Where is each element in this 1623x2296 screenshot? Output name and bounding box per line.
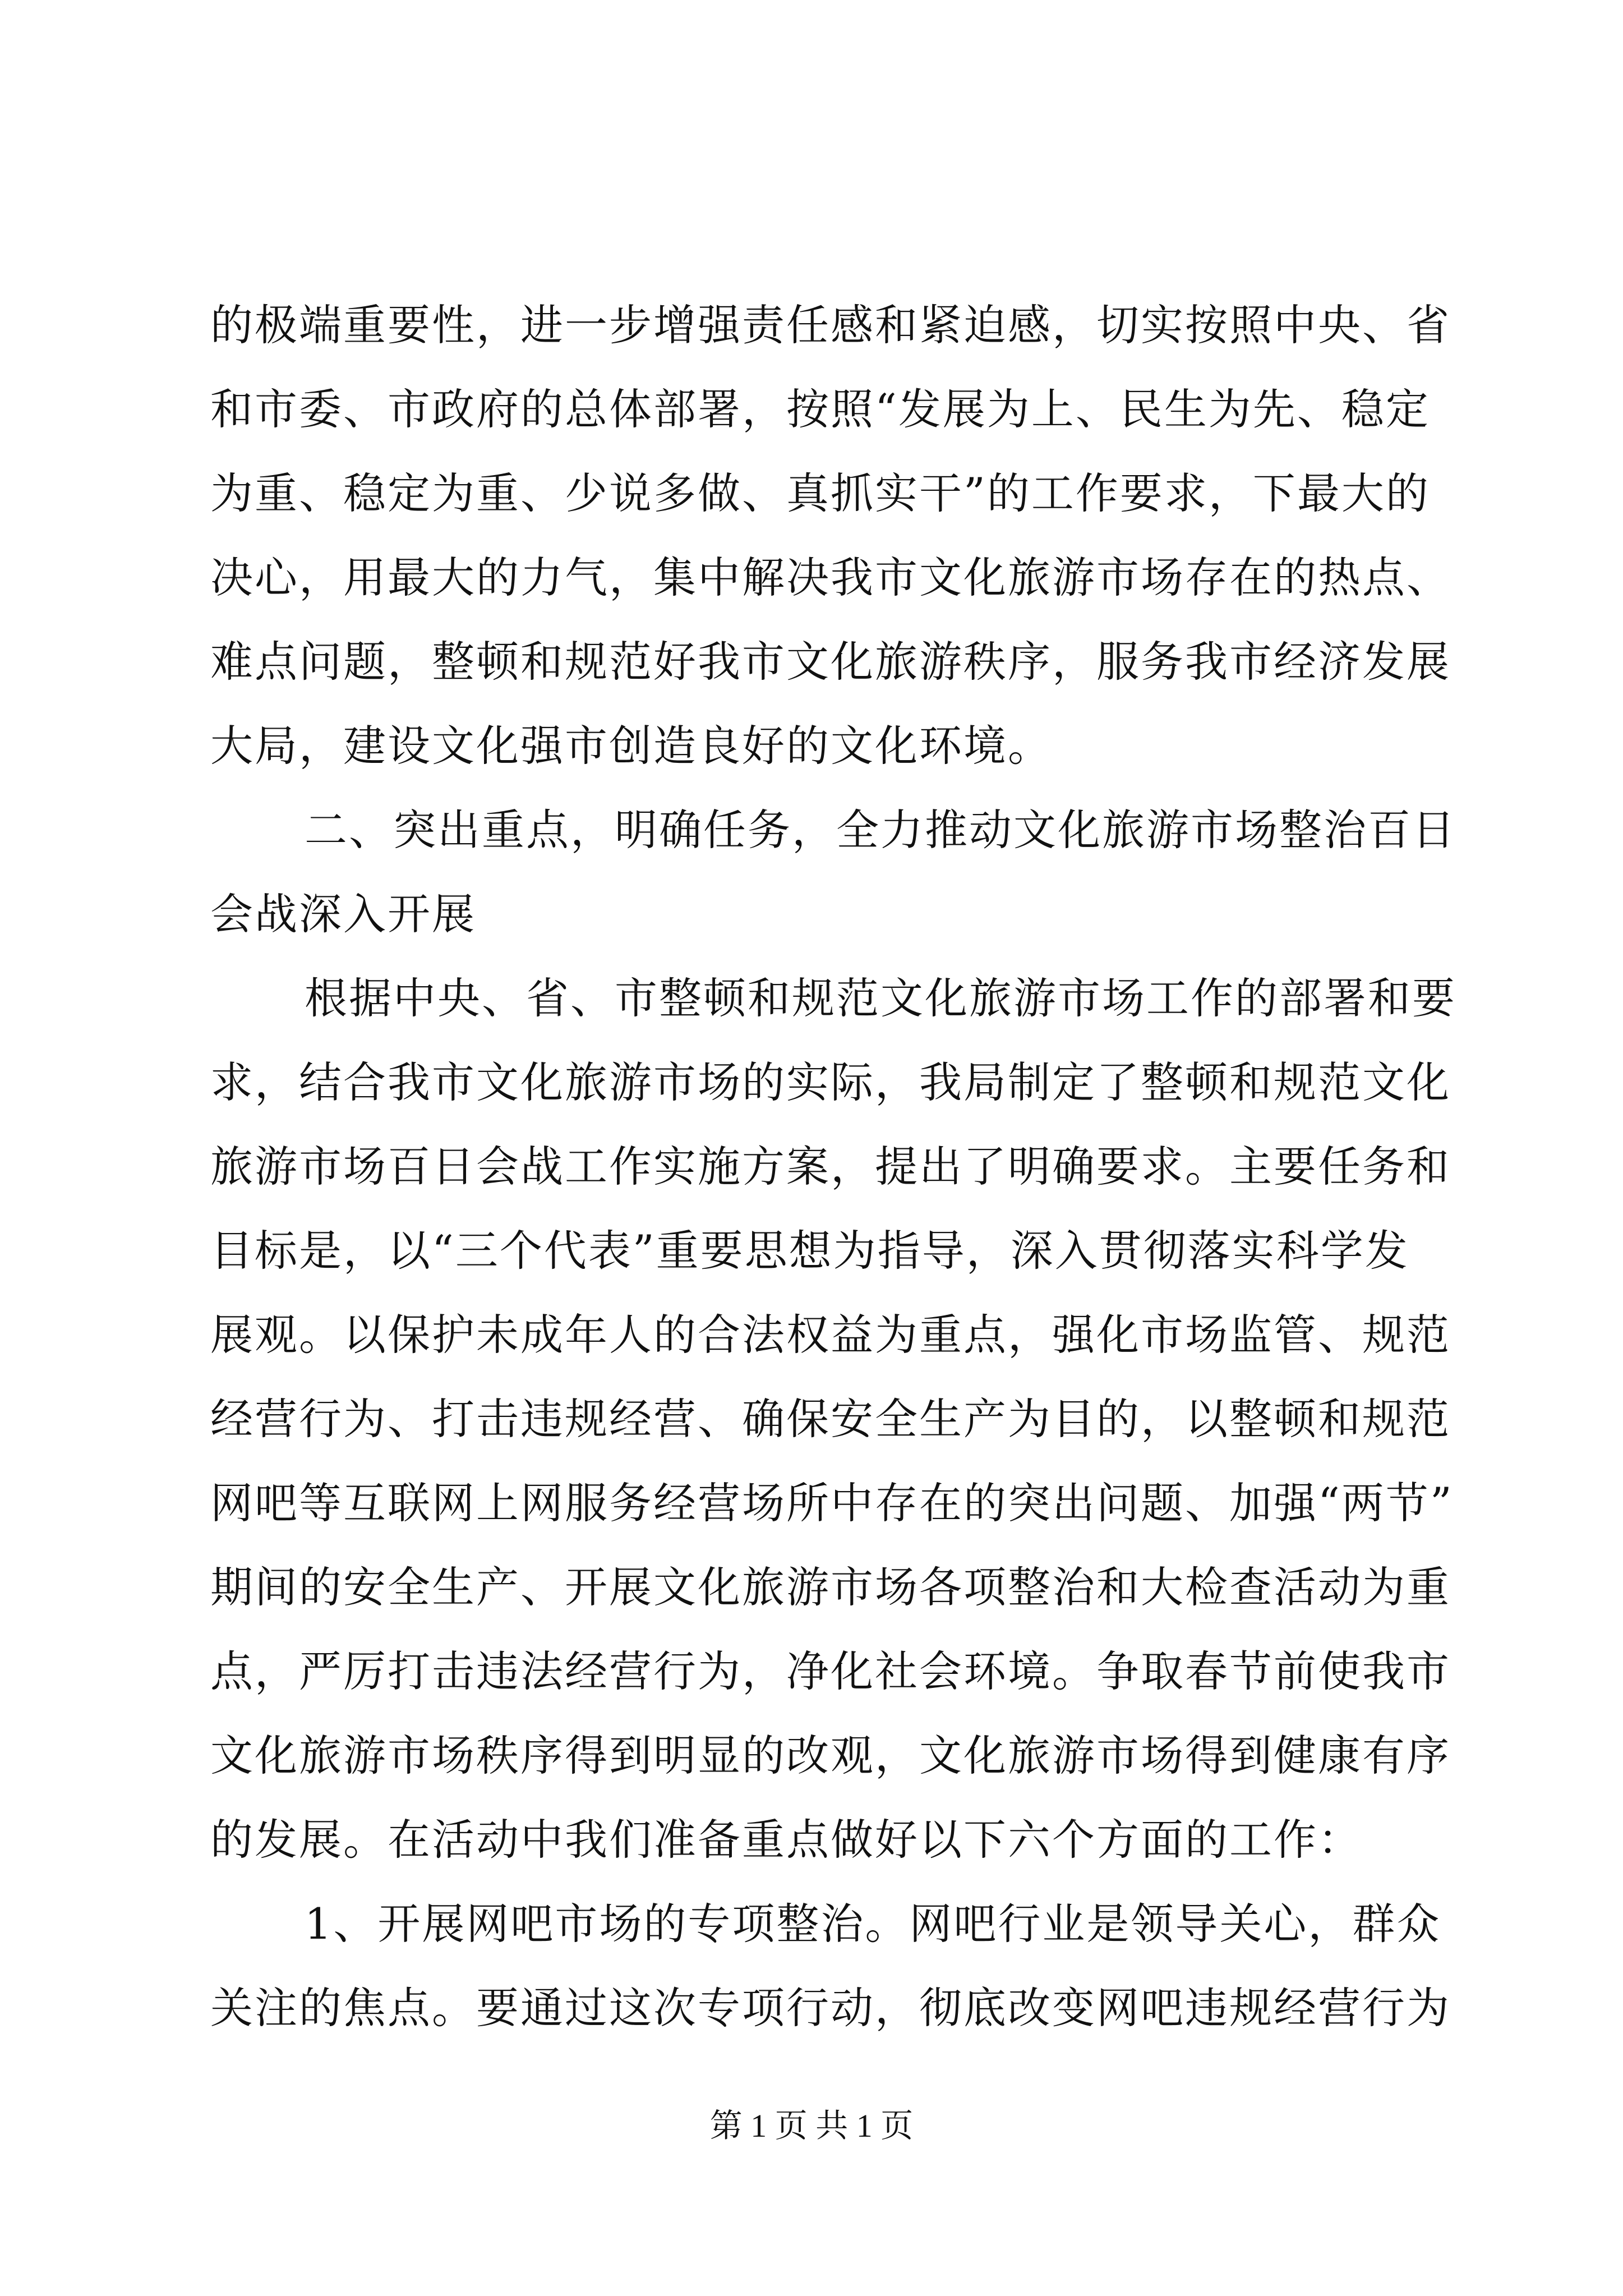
text-line: 的极端重要性，进一步增强责任感和紧迫感，切实按照中央、省 xyxy=(210,300,1451,350)
text-line: 文化旅游市场秩序得到明显的改观，文化旅游市场得到健康有序 xyxy=(210,1731,1451,1780)
text-line: 大局，建设文化强市创造良好的文化环境。 xyxy=(210,721,1052,771)
text-line: 决心，用最大的力气，集中解决我市文化旅游市场存在的热点、 xyxy=(210,553,1451,602)
text-line: 目标是，以“三个代表”重要思想为指导，深入贯彻落实科学发 xyxy=(210,1226,1409,1276)
text-line: 期间的安全生产、开展文化旅游市场各项整治和大检查活动为重 xyxy=(210,1562,1451,1612)
text-line: 经营行为、打击违规经营、确保安全生产为目的，以整顿和规范 xyxy=(210,1394,1451,1444)
page-number-footer: 第 1 页 共 1 页 xyxy=(709,2108,914,2144)
text-line: 求，结合我市文化旅游市场的实际，我局制定了整顿和规范文化 xyxy=(210,1057,1451,1107)
text-line: 难点问题，整顿和规范好我市文化旅游秩序，服务我市经济发展 xyxy=(210,637,1451,687)
text-line: 点，严厉打击违法经营行为，净化社会环境。争取春节前使我市 xyxy=(210,1646,1451,1696)
text-line: 根据中央、省、市整顿和规范文化旅游市场工作的部署和要 xyxy=(305,973,1456,1023)
text-line: 网吧等互联网上网服务经营场所中存在的突出问题、加强“两节” xyxy=(210,1478,1454,1528)
section-heading-line: 会战深入开展 xyxy=(210,889,476,939)
list-item-line: 1、开展网吧市场的专项整治。网吧行业是领导关心，群众 xyxy=(305,1899,1441,1949)
text-line: 展观。以保护未成年人的合法权益为重点，强化市场监管、规范 xyxy=(210,1310,1451,1360)
text-line: 为重、稳定为重、少说多做、真抓实干”的工作要求，下最大的 xyxy=(210,468,1430,518)
section-heading-line: 二、突出重点，明确任务，全力推动文化旅游市场整治百日 xyxy=(305,805,1456,855)
body-text xyxy=(210,283,1456,2050)
text-line: 旅游市场百日会战工作实施方案，提出了明确要求。主要任务和 xyxy=(210,1142,1451,1191)
text-line: 和市委、市政府的总体部署，按照“发展为上、民生为先、稳定 xyxy=(210,384,1430,434)
text-line: 的发展。在活动中我们准备重点做好以下六个方面的工作： xyxy=(210,1815,1362,1865)
text-line: 关注的焦点。要通过这次专项行动，彻底改变网吧违规经营行为 xyxy=(210,1983,1451,2033)
